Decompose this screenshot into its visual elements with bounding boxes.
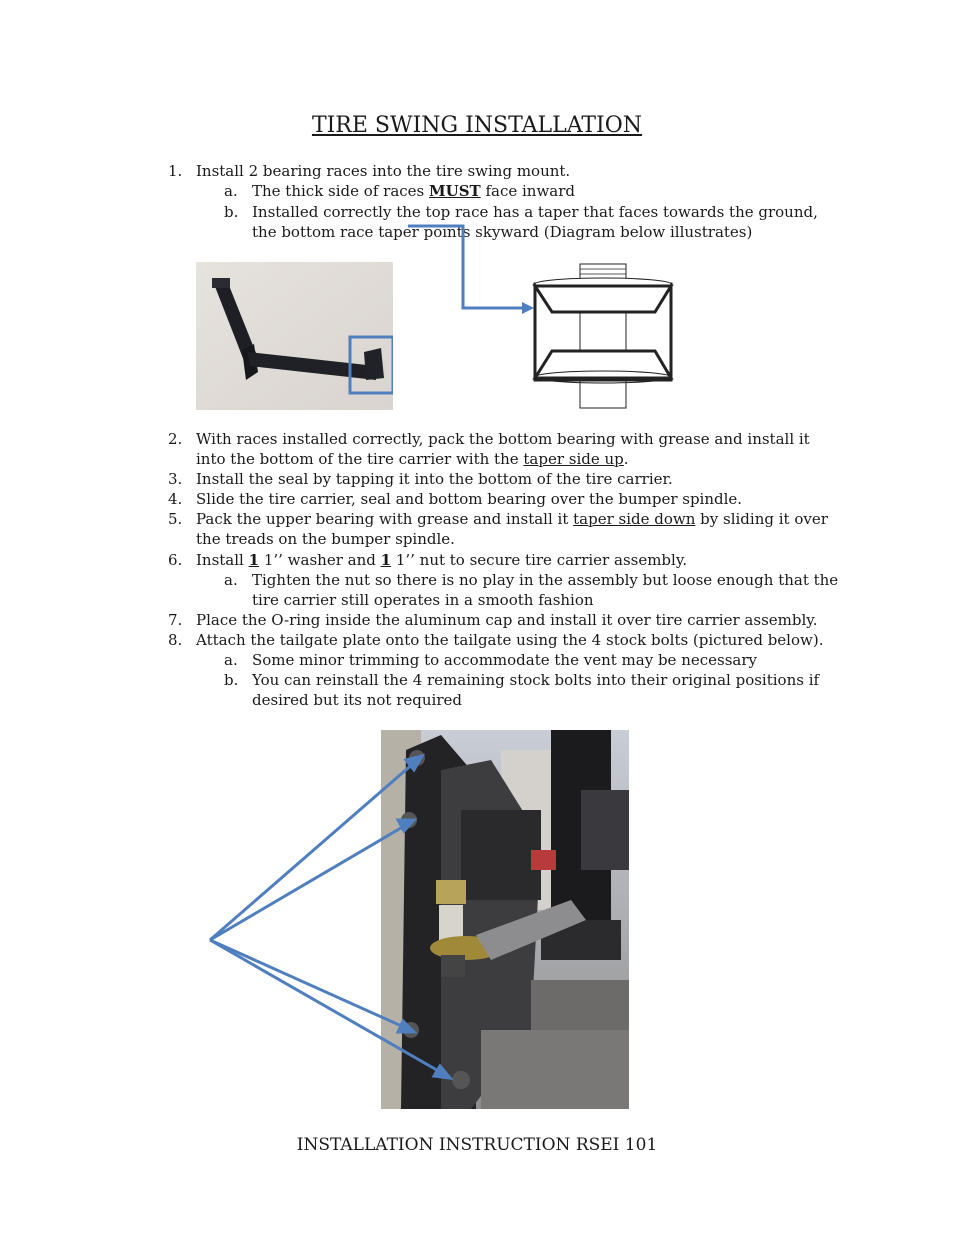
arrow-line (210, 825, 406, 940)
step-5-line2 (0, 529, 954, 549)
step-text: Slide the tire carrier, seal and bottom bearing over the bumper spindle. (196, 490, 743, 508)
sub-text: tire carrier still operates in a smooth fashion (252, 591, 594, 609)
step-number: 1. (168, 162, 183, 180)
page-title: TIRE SWING INSTALLATION (311, 113, 643, 138)
step-text: Install 2 bearing races into the tire swing mount. (196, 162, 571, 180)
step-text: Pack the upper bearing with grease and install it taper side down by sliding it over (196, 510, 828, 528)
step-2-line2 (0, 449, 954, 469)
arrow-head-icon (398, 1021, 414, 1032)
step-8-sub-b (0, 670, 954, 690)
sub-label: b. (224, 203, 239, 221)
step-text: the treads on the bumper spindle. (196, 530, 455, 548)
step-6-sub-a (0, 570, 954, 590)
step-6-sub-a-line2 (0, 590, 954, 610)
step-8 (0, 630, 954, 650)
step-number: 4. (168, 490, 183, 508)
tire-swing-mount-photo (196, 262, 393, 410)
sub-label: a. (224, 651, 238, 669)
sub-text: The thick side of races MUST face inward (252, 182, 576, 200)
step-text: Place the O-ring inside the aluminum cap and install it over tire carrier assembly. (196, 611, 818, 629)
sub-text: the bottom race taper points skyward (Diagram below illustrates) (252, 223, 753, 241)
step-1-sub-a (0, 181, 954, 201)
step-5 (0, 509, 954, 529)
sub-label: b. (224, 671, 239, 689)
sub-label: a. (224, 571, 238, 589)
sub-text: Installed correctly the top race has a taper that faces towards the ground, (252, 203, 818, 221)
step-1-sub-b (0, 202, 954, 222)
sub-text: Some minor trimming to accommodate the vent may be necessary (252, 651, 757, 669)
step-number: 6. (168, 551, 183, 569)
step-text: With races installed correctly, pack the bottom bearing with grease and install it (196, 430, 810, 448)
step-text: Attach the tailgate plate onto the tailgate using the 4 stock bolts (pictured below). (196, 631, 824, 649)
step-3 (0, 469, 954, 489)
step-text: Install 1 1’’ washer and 1 1’’ nut to secure tire carrier assembly. (196, 551, 688, 569)
arrow-line (408, 226, 524, 308)
step-number: 5. (168, 510, 183, 528)
bearing-race-diagram (400, 220, 700, 415)
step-8-sub-b-line2 (0, 690, 954, 710)
step-number: 2. (168, 430, 183, 448)
step-number: 7. (168, 611, 183, 629)
sub-text: You can reinstall the 4 remaining stock bolts into their original positions if (252, 671, 820, 689)
step-number: 8. (168, 631, 183, 649)
step-7 (0, 610, 954, 630)
step-text: into the bottom of the tire carrier with the taper side up. (196, 450, 629, 468)
step-text: Install the seal by tapping it into the bottom of the tire carrier. (196, 470, 673, 488)
step-1 (0, 161, 954, 181)
arrow-line (210, 940, 442, 1073)
sub-text: desired but its not required (252, 691, 462, 709)
step-8-sub-a (0, 650, 954, 670)
arrow-line (210, 940, 406, 1028)
bolt-pointer-arrows (200, 740, 490, 1100)
sub-text: Tighten the nut so there is no play in the assembly but loose enough that the (252, 571, 839, 589)
footer-title: INSTALLATION INSTRUCTION RSEI 101 (296, 1135, 658, 1155)
step-number: 3. (168, 470, 183, 488)
sub-label: a. (224, 182, 238, 200)
step-2 (0, 429, 954, 449)
arrow-head-icon (434, 1066, 450, 1078)
step-4 (0, 489, 954, 509)
arrow-line (210, 762, 415, 940)
arrow-head-icon (522, 302, 534, 314)
step-6 (0, 550, 954, 570)
